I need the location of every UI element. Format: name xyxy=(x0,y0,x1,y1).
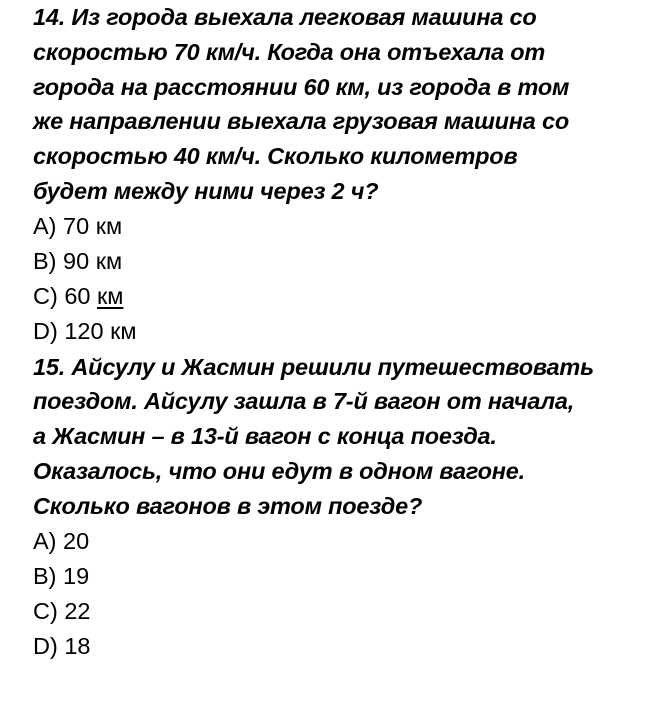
option-text: B) 19 xyxy=(33,562,90,589)
answer-option-b xyxy=(33,244,645,279)
question-14-options xyxy=(33,209,645,350)
question-15 xyxy=(33,350,645,665)
question-text-line: скоростью 40 км/ч. Сколько километров xyxy=(33,143,518,170)
answer-option-b xyxy=(33,559,645,594)
question-text-line: 15. Айсулу и Жасмин решили путешествовать xyxy=(33,353,594,380)
answer-option-d xyxy=(33,629,645,664)
question-15-options xyxy=(33,524,645,665)
answer-option-a xyxy=(33,209,645,244)
answer-option-d xyxy=(33,314,645,349)
question-text-line: скоростью 70 км/ч. Когда она отъехала от xyxy=(33,38,546,65)
answer-option-c xyxy=(33,594,645,629)
option-text: C) 22 xyxy=(33,597,91,624)
question-15-text xyxy=(33,350,645,524)
question-text-line: Оказалось, что они едут в одном вагоне. xyxy=(33,457,525,484)
document xyxy=(33,0,645,664)
question-text-line: будет между ними через 2 ч? xyxy=(33,177,379,204)
question-text-line: Сколько вагонов в этом поезде? xyxy=(33,492,423,519)
question-14-text xyxy=(33,0,645,209)
question-text-line: а Жасмин – в 13-й вагон с конца поезда. xyxy=(33,423,497,450)
option-text: A) 70 км xyxy=(33,212,123,239)
option-text: D) 120 км xyxy=(33,318,137,345)
option-text: C) 60 xyxy=(33,283,97,310)
question-14 xyxy=(33,0,645,350)
question-text-line: города на расстоянии 60 км, из города в том xyxy=(33,73,570,100)
option-text: D) 18 xyxy=(33,633,91,660)
option-underlined-unit: км xyxy=(97,283,124,310)
option-text: B) 90 км xyxy=(33,247,123,274)
answer-option-a xyxy=(33,524,645,559)
question-text-line: 14. Из города выехала легковая машина со xyxy=(33,4,537,30)
option-text: A) 20 xyxy=(33,527,90,554)
question-text-line: же направлении выехала грузовая машина со xyxy=(33,108,570,135)
answer-option-c xyxy=(33,279,645,314)
question-text-line: поездом. Айсулу зашла в 7-й вагон от начала, xyxy=(33,388,575,415)
